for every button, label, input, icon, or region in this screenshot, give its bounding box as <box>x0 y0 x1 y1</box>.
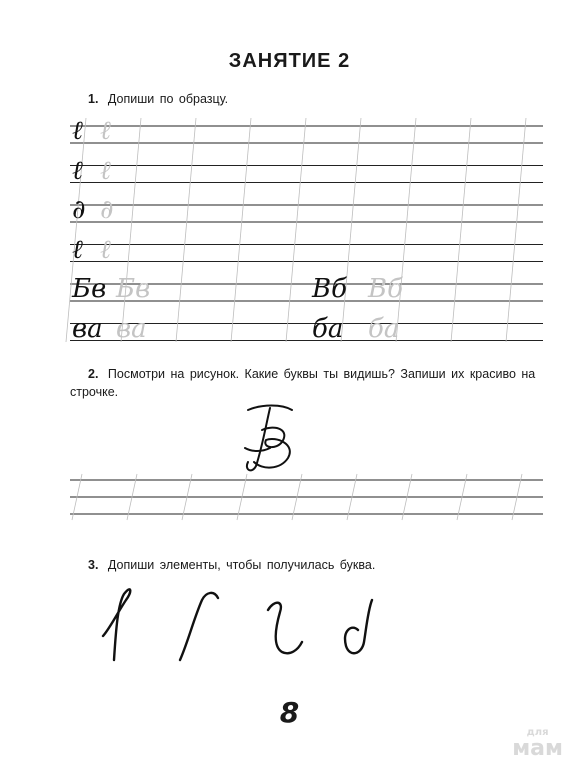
page-number: 8 <box>279 696 300 729</box>
sample-letter: Бв <box>72 274 107 304</box>
task-3-instruction <box>88 556 375 574</box>
sample-letter: ℓ <box>72 155 83 186</box>
sample-letter: Вб <box>312 274 347 304</box>
trace-letter: ва <box>116 313 147 344</box>
sample-letter: ба <box>312 313 344 344</box>
watermark <box>512 728 563 760</box>
partial-letters <box>103 589 372 660</box>
sample-letter: ва <box>72 313 103 344</box>
task-1-number: 1. <box>88 92 99 106</box>
task-2-text: Посмотри на рисунок. Какие буквы ты видишь? Запиши их красиво на строчке. <box>70 367 536 399</box>
trace-letter: Бв <box>116 274 151 304</box>
trace-letter: ℓ <box>100 116 111 146</box>
watermark-line-1: для <box>526 727 549 738</box>
sample-letter: ℓ <box>72 234 83 265</box>
partial-letter-1 <box>103 589 130 660</box>
task-1-text: Допиши по образцу. <box>107 92 229 106</box>
monogram-bv <box>245 406 292 471</box>
page-title: ЗАНЯТИЕ 2 <box>228 50 351 72</box>
trace-letter: ∂ <box>100 195 114 225</box>
partial-letter-4 <box>345 600 372 653</box>
partial-letter-3 <box>268 603 302 654</box>
trace-letter: ℓ <box>100 234 111 265</box>
task-3-number: 3. <box>88 558 99 572</box>
trace-letter: Вб <box>368 274 403 304</box>
trace-letter: ℓ <box>100 155 111 186</box>
sample-letter: ℓ <box>72 116 83 146</box>
trace-letter: ба <box>368 313 400 344</box>
partial-letter-2 <box>180 593 218 660</box>
sample-letter: ∂ <box>72 195 86 225</box>
watermark-line-2: мам <box>512 736 563 761</box>
task-3-text: Допиши элементы, чтобы получилась буква. <box>107 558 376 572</box>
task-2-instruction <box>70 365 540 401</box>
task-2-number: 2. <box>88 367 99 381</box>
